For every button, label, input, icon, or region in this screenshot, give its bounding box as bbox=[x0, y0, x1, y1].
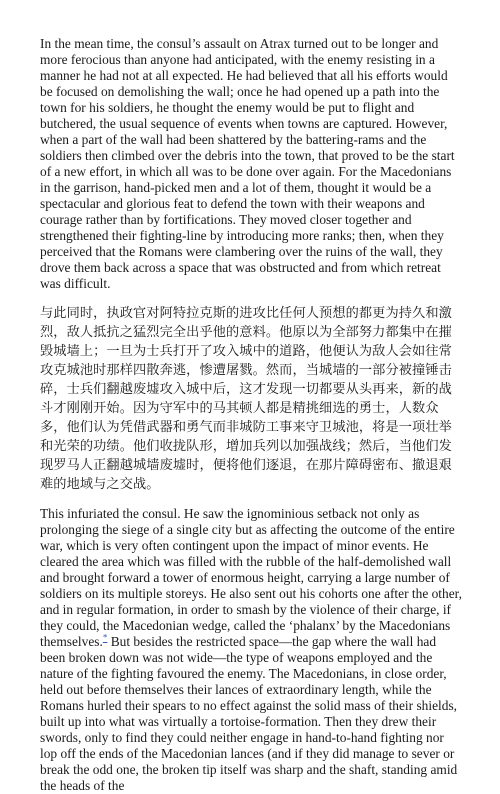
footnote-link[interactable]: * bbox=[102, 632, 108, 643]
english-paragraph-2 bbox=[40, 506, 462, 794]
english-paragraph-2-text-b: But besides the restricted space—the gap where the wall had been broken down was not wide—the type of weapons employed and the nature of the fighting favoured the enemy. The Macedonians, in close order, held out before themselves their lances of extraordinary length, while the Romans hurled their spears to no effect against the solid mass of their shields, built up into what was virtually a tortoise-formation. Then they drew their swords, only to find they could neither engage in hand-to-hand fighting nor lop off the ends of the Macedonian lances (and if they did manage to sever or break the odd one, the broken tip itself was sharp and the shaft, standing amid the heads of the bbox=[40, 634, 458, 793]
english-paragraph-1: In the mean time, the consul’s assault on Atrax turned out to be longer and more ferocious than anyone had anticipated, with the enemy resisting in a manner he had not at all expected. He had believed that all his efforts would be focused on demolishing the wall; once he had opened up a path into the town for his soldiers, he thought the enemy would be put to flight and butchered, the usual sequence of events when towns are captured. However, when a part of the wall had been shattered by the battering-rams and the soldiers then climbed over the debris into the town, that proved to be the start of a new effort, in which all was to be done over again. For the Macedonians in the garrison, hand-picked men and a lot of them, thought it would be a spectacular and glorious feat to defend the town with their weapons and courage rather than by fortifications. They moved closer together and strengthened their fighting-line by introducing more ranks; then, when they perceived that the Romans were clambering over the ruins of the wall, they drove them back across a space that was obstructed and from which retreat was difficult. bbox=[40, 36, 455, 291]
chinese-translation-paragraph: 与此同时，执政官对阿特拉克斯的进攻比任何人预想的都更为持久和激烈，敌人抵抗之猛烈完全出乎他的意料。他原以为全部努力都集中在摧毁城墙上；一旦为士兵打开了攻入城中的道路，他便认为敌人会如往常攻克城池时那样四散奔逃，惨遭屠戮。然而，当城墙的一部分被撞锤击碎，士兵们翻越废墟攻入城中后，这才发现一切都要从头再来，新的战斗才刚刚开始。因为守军中的马其顿人都是精挑细选的勇士，人数众多，他们认为凭借武器和勇气而非城防工事来守卫城池，将是一项壮举和光荣的功绩。他们收拢队形，增加兵列以加强战线；然后，当他们发现罗马人正翻越城墙废墟时，便将他们逐退，在那片障碍密布、撤退艰难的地域与之交战。 bbox=[40, 306, 452, 492]
document-page bbox=[40, 36, 462, 794]
english-paragraph-2-text-a: This infuriated the consul. He saw the ignominious setback not only as prolonging the siege of a single city but as affecting the outcome of the entire war, which is very often contingent upon the impact of minor events. He cleared the area which was filled with the rubble of the half-demolished wall and brought forward a tower of enormous height, carrying a large number of soldiers on its multiple storeys. He also sent out his cohorts one after the other, and in regular formation, in order to smash by the violence of their charge, if they could, the Macedonian wedge, called the ‘phalanx’ by the Macedonians themselves. bbox=[40, 506, 462, 649]
